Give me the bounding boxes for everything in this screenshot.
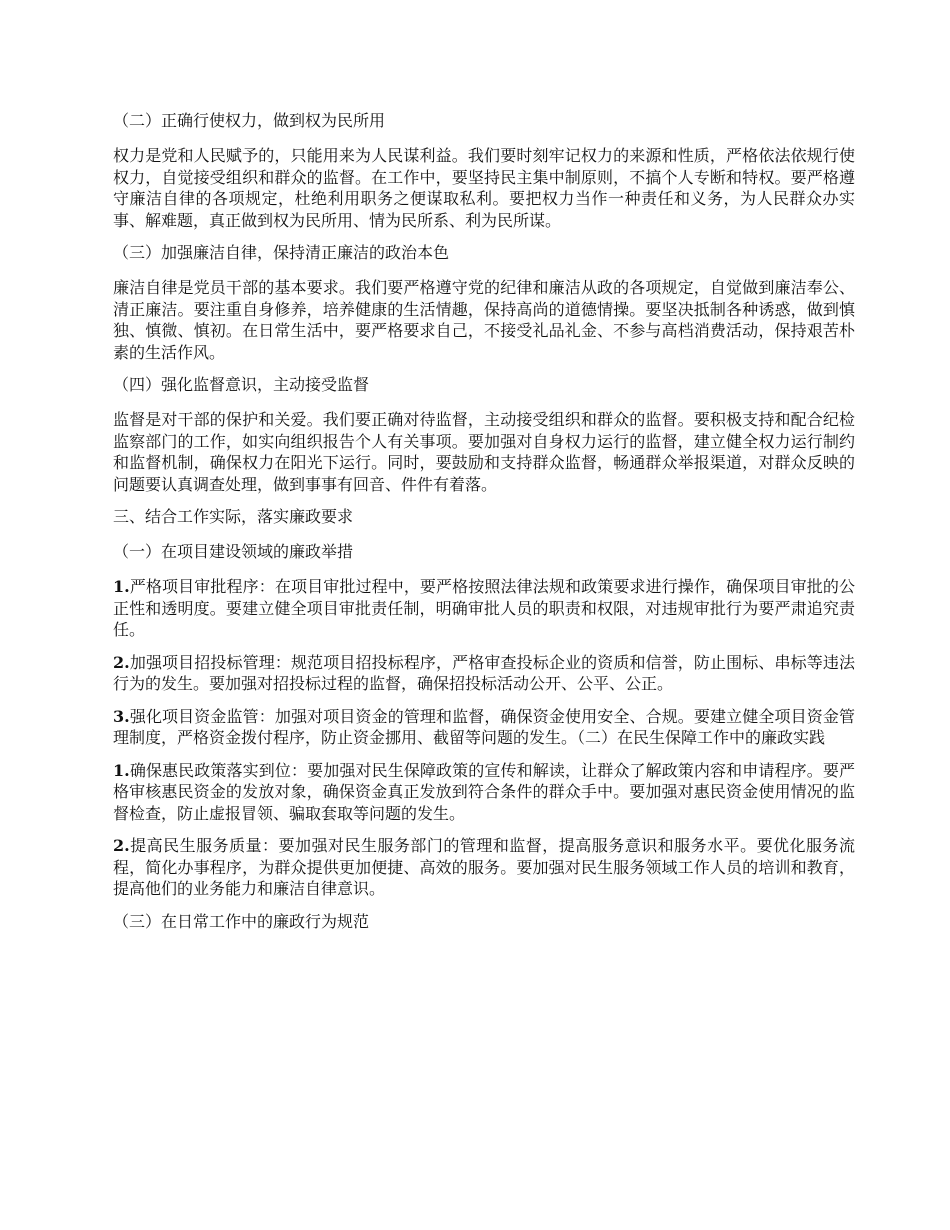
item-text: 严格项目审批程序：在项目审批过程中，要严格按照法律法规和政策要求进行操作，确保项目审批的公正性和透明度。要建立健全项目审批责任制，明确审批人员的职责和权限，对违规审批行为要严肃追究责任。 — [113, 577, 855, 639]
item-number: 2. — [113, 652, 130, 672]
item-number: 1. — [113, 577, 130, 596]
item-text: 加强项目招投标管理：规范项目招投标程序，严格审查投标企业的资质和信誉，防止围标、串标等违法行为的发生。要加强对招投标过程的监督，确保招投标活动公开、公平、公正。 — [113, 652, 855, 693]
body-paragraph: 权力是党和人民赋予的，只能用来为人民谋利益。我们要时刻牢记权力的来源和性质，严格依法依规行使权力，自觉接受组织和群众的监督。在工作中，要坚持民主集中制原则，不搞个人专断和特权。要严格遵守廉洁自律的各项规定，杜绝利用职务之便谋取私利。要把权力当作一种责任和义务，为人民群众办实事、解难题，真正做到权为民所用、情为民所系、利为民所谋。 — [113, 146, 855, 230]
numbered-item — [113, 576, 855, 641]
body-paragraph: 廉洁自律是党员干部的基本要求。我们要严格遵守党的纪律和廉洁从政的各项规定，自觉做到廉洁奉公、清正廉洁。要注重自身修养，培养健康的生活情趣，保持高尚的道德情操。要坚决抵制各种诱惑，做到慎独、慎微、慎初。在日常生活中，要严格要求自己，不接受礼品礼金、不参与高档消费活动，保持艰苦朴素的生活作风。 — [113, 278, 855, 362]
item-text: 强化项目资金监管：加强对项目资金的管理和监督，确保资金使用安全、合规。要建立健全项目资金管理制度，严格资金拨付程序，防止资金挪用、截留等问题的发生。（二）在民生保障工作中的廉政实践 — [113, 706, 855, 747]
numbered-item — [113, 835, 855, 900]
body-paragraph: 监督是对干部的保护和关爱。我们要正确对待监督，主动接受组织和群众的监督。要积极支持和配合纪检监察部门的工作，如实向组织报告个人有关事项。要加强对自身权力运行的监督，建立健全权力运行制约和监督机制，确保权力在阳光下运行。同时，要鼓励和支持群众监督，畅通群众举报渠道，对群众反映的问题要认真调查处理，做到事事有回音、件件有着落。 — [113, 410, 855, 494]
section-heading: （一）在项目建设领域的廉政举措 — [113, 542, 354, 561]
item-number: 2. — [113, 836, 130, 855]
chapter-heading: 三、结合工作实际，落实廉政要求 — [113, 507, 354, 526]
section-heading: （三）加强廉洁自律，保持清正廉洁的政治本色 — [113, 243, 450, 262]
section-heading: （二）正确行使权力，做到权为民所用 — [113, 111, 386, 130]
item-text: 提高民生服务质量：要加强对民生服务部门的管理和监督，提高服务意识和服务水平。要优化服务流程，简化办事程序，为群众提供更加便捷、高效的服务。要加强对民生服务领域工作人员的培训和教育，提高他们的业务能力和廉洁自律意识。 — [113, 836, 855, 898]
document-page — [113, 110, 855, 946]
item-number: 1. — [113, 760, 130, 780]
numbered-item — [113, 706, 855, 749]
numbered-item — [113, 652, 855, 695]
section-heading: （三）在日常工作中的廉政行为规范 — [113, 911, 370, 931]
numbered-item — [113, 760, 855, 825]
section-heading: （四）强化监督意识，主动接受监督 — [113, 375, 370, 394]
item-text: 确保惠民政策落实到位：要加强对民生保障政策的宣传和解读，让群众了解政策内容和申请程序。要严格审核惠民资金的发放对象，确保资金真正发放到符合条件的群众手中。要加强对惠民资金使用情况的监督检查，防止虚报冒领、骗取套取等问题的发生。 — [113, 760, 855, 823]
item-number: 3. — [113, 706, 130, 726]
